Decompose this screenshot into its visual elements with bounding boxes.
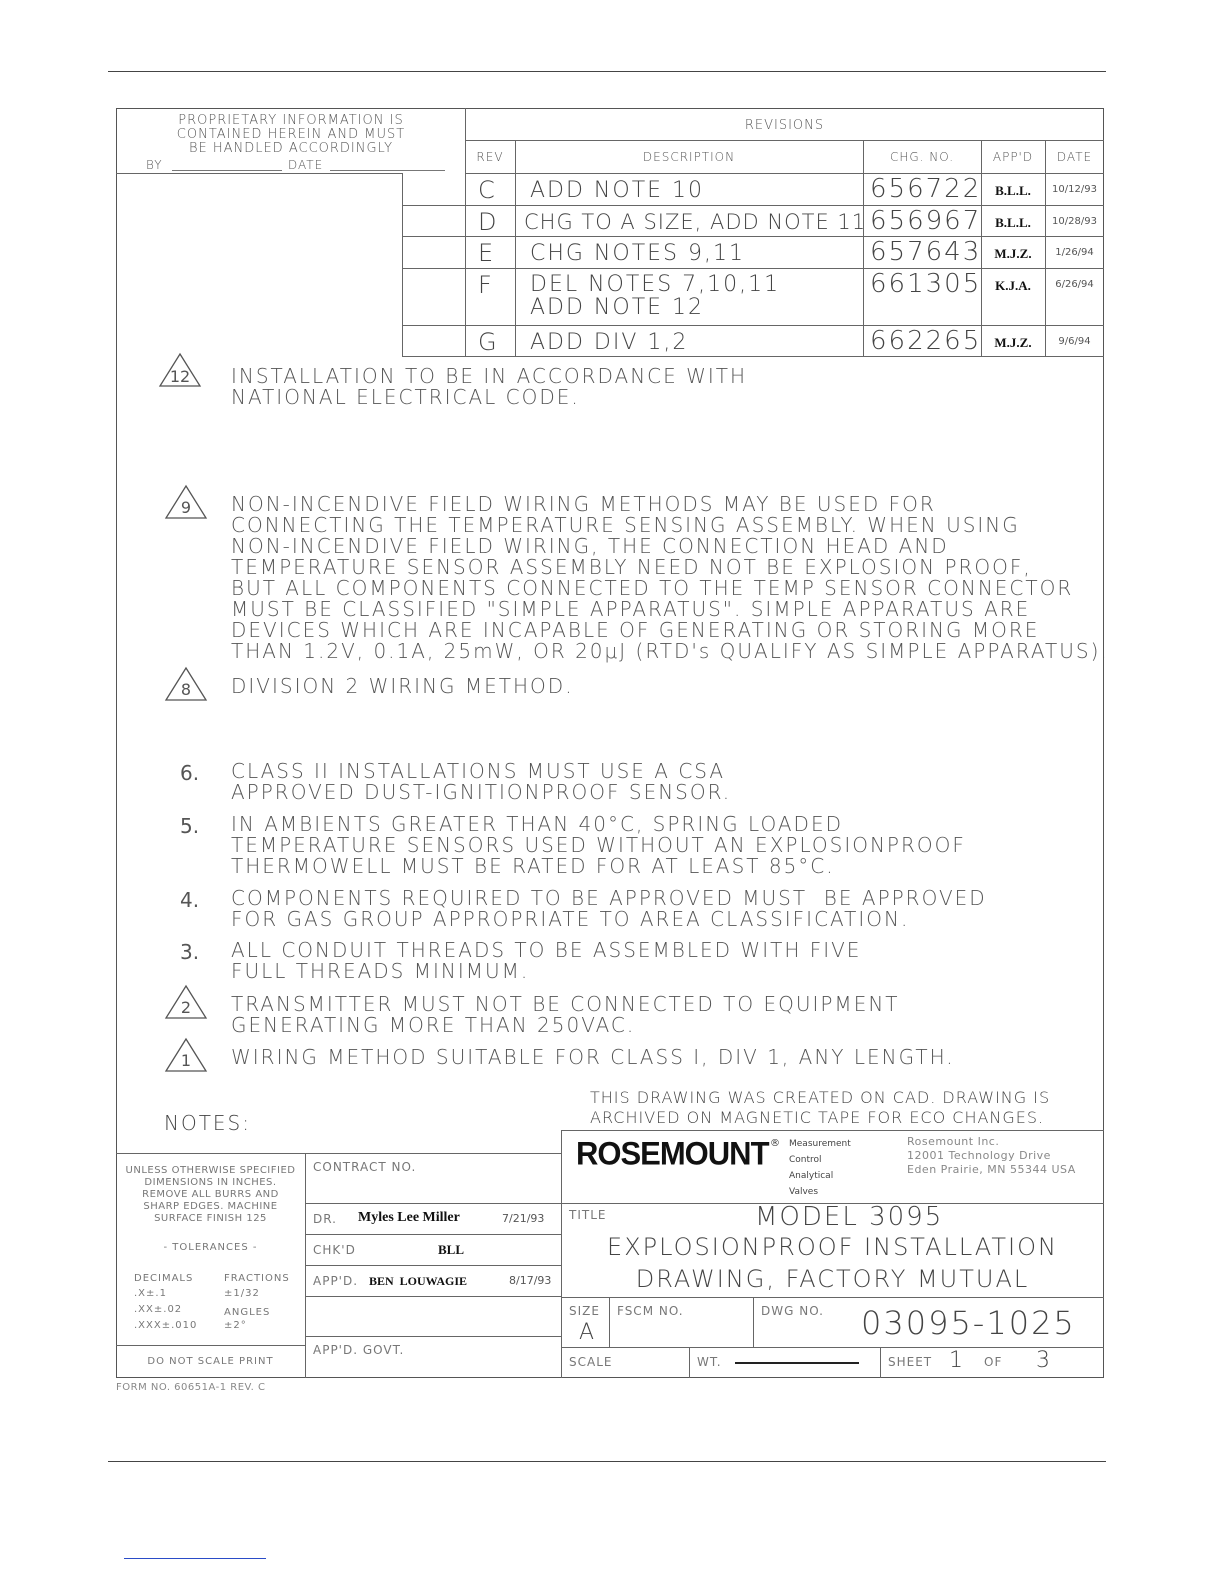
rev-header-description: DESCRIPTION bbox=[642, 150, 736, 164]
rev-row-e-chg: 657643 bbox=[870, 237, 982, 267]
unless-line-5: SURFACE FINISH 125 bbox=[154, 1213, 267, 1224]
tb-vline-size bbox=[609, 1297, 610, 1347]
bottom-rule bbox=[108, 1461, 1106, 1462]
notes-heading: NOTES: bbox=[164, 1111, 251, 1135]
appd-label: APP'D. bbox=[313, 1274, 359, 1288]
title-line-1: MODEL 3095 bbox=[755, 1202, 944, 1232]
revisions-table bbox=[465, 141, 1104, 174]
rev-row-line-2 bbox=[402, 236, 1104, 237]
title-line-3: DRAWING, FACTORY MUTUAL bbox=[635, 1265, 1030, 1293]
rev-row-f-rev: F bbox=[478, 271, 494, 299]
note-3-text: ALL CONDUIT THREADS TO BE ASSEMBLED WITH FIVE FULL THREADS MINIMUM. bbox=[231, 938, 862, 983]
rev-header-row bbox=[465, 141, 1104, 174]
tb-line-dnsp bbox=[116, 1345, 305, 1346]
proprietary-divider bbox=[116, 173, 402, 174]
dwg-label: DWG NO. bbox=[761, 1304, 824, 1318]
of-label: OF bbox=[984, 1355, 1003, 1369]
unless-line-1: UNLESS OTHERWISE SPECIFIED bbox=[125, 1165, 296, 1176]
rev-row-e-rev: E bbox=[478, 239, 496, 267]
rev-header-chg: CHG. NO. bbox=[889, 150, 955, 164]
do-not-scale-label: DO NOT SCALE PRINT bbox=[147, 1356, 274, 1367]
scale-label: SCALE bbox=[569, 1355, 613, 1369]
tolerance-notes bbox=[116, 1165, 305, 1225]
rev-row-line-3 bbox=[402, 268, 1104, 269]
note-9-text: NON-INCENDIVE FIELD WIRING METHODS MAY BE USED FOR CONNECTING THE TEMPERATURE SENSING ASSEMBLY. WHEN USING NON-INCENDIVE FIELD WIRING, THE CONNECTION HEAD AND TEMPERATURE SENSOR ASSEMBLY NEED NOT BE EXPLOSION PROOF, BUT ALL COMPONENTS CONNECTED TO THE TEMP SENSOR CONNECTOR MUST BE CLASSIFIED "SIMPLE APPARATUS". SIMPLE APPARATUS ARE DEVICES WHICH ARE INCAPABLE OF GENERATING OR STORING MORE THAN 1.2V, 0.1A, 25mW, OR 20μJ (RTD's QUALIFY AS SIMPLE APPARATUS). bbox=[231, 492, 1109, 663]
note-8-marker: 8 bbox=[180, 680, 192, 699]
tb-top-line-right bbox=[561, 1130, 1104, 1131]
tb-line-chk bbox=[305, 1265, 561, 1266]
rev-row-c-desc: ADD NOTE 10 bbox=[530, 178, 705, 203]
rev-row-line-4 bbox=[402, 325, 1104, 326]
proprietary-line-2: CONTAINED HEREIN AND MUST bbox=[176, 127, 406, 142]
tb-line-govt bbox=[305, 1336, 561, 1337]
division-valves: Valves bbox=[789, 1187, 819, 1197]
unless-line-4: SHARP EDGES. MACHINE bbox=[143, 1201, 278, 1212]
date-underline bbox=[330, 170, 445, 171]
division-control: Control bbox=[789, 1155, 822, 1165]
division-measurement: Measurement bbox=[789, 1139, 851, 1149]
unless-line-2: DIMENSIONS IN INCHES. bbox=[144, 1177, 277, 1188]
note-6-text: CLASS II INSTALLATIONS MUST USE A CSA APPROVED DUST-IGNITIONPROOF SENSOR. bbox=[231, 759, 732, 804]
title-label: TITLE bbox=[569, 1208, 607, 1222]
appd-govt-label: APP'D. GOVT. bbox=[313, 1343, 405, 1357]
note-12-marker: 12 bbox=[169, 367, 191, 386]
dr-date: 7/21/93 bbox=[502, 1212, 545, 1225]
company-street: 12001 Technology Drive bbox=[907, 1149, 1051, 1162]
proprietary-by-label: BY bbox=[146, 158, 163, 172]
rev-row-g-rev: G bbox=[478, 328, 499, 356]
rev-row-e-desc: CHG NOTES 9,11 bbox=[530, 241, 745, 266]
of-value: 3 bbox=[1036, 1348, 1052, 1373]
rev-row-g-chg: 662265 bbox=[870, 326, 982, 356]
rev-row-d-rev: D bbox=[478, 208, 499, 236]
chkd-label: CHK'D bbox=[313, 1243, 356, 1257]
note-3-marker: 3. bbox=[180, 940, 200, 964]
note-2-marker: 2 bbox=[180, 998, 192, 1017]
decimals-3: .XXX±.010 bbox=[134, 1320, 198, 1331]
rev-row-f-desc-1: DEL NOTES 7,10,11 bbox=[530, 272, 781, 297]
rev-row-f-chg: 661305 bbox=[870, 269, 982, 299]
rev-row-c-chg: 656722 bbox=[870, 174, 982, 204]
decimals-2: .XX±.02 bbox=[134, 1304, 183, 1315]
company-name: Rosemount Inc. bbox=[907, 1135, 1000, 1148]
rev-col-line-left bbox=[465, 141, 466, 356]
revisions-title: REVISIONS bbox=[744, 118, 825, 133]
proprietary-line-1: PROPRIETARY INFORMATION IS bbox=[178, 113, 404, 128]
tb-line-size bbox=[561, 1297, 1104, 1298]
revisions-title-box bbox=[465, 108, 1104, 141]
tb-top-line-left bbox=[116, 1153, 561, 1154]
rev-row-g-appd: M.J.Z. bbox=[994, 335, 1032, 350]
wt-label: WT. bbox=[697, 1355, 722, 1369]
contract-label: CONTRACT NO. bbox=[313, 1160, 417, 1174]
rev-row-f-desc-2: ADD NOTE 12 bbox=[530, 295, 705, 320]
cad-note-line-1: THIS DRAWING WAS CREATED ON CAD. DRAWING IS bbox=[590, 1088, 1051, 1107]
fractions-label: FRACTIONS bbox=[224, 1273, 290, 1284]
division-analytical: Analytical bbox=[789, 1171, 834, 1181]
decimals-1: .X±.1 bbox=[134, 1288, 167, 1299]
wt-underline bbox=[735, 1362, 859, 1364]
rev-header-appd: APP'D bbox=[992, 150, 1034, 164]
note-1-marker: 1 bbox=[180, 1051, 192, 1070]
rev-row-e-appd: M.J.Z. bbox=[994, 246, 1032, 261]
rev-row-line-5 bbox=[402, 356, 1104, 357]
tb-vline-wt bbox=[689, 1347, 690, 1378]
by-underline bbox=[172, 170, 282, 171]
note-4-marker: 4. bbox=[180, 888, 200, 912]
angles-label: ANGLES bbox=[224, 1307, 271, 1318]
dr-name: Myles Lee Miller bbox=[358, 1210, 460, 1225]
size-label: SIZE bbox=[569, 1304, 600, 1318]
decimals-label: DECIMALS bbox=[134, 1273, 194, 1284]
dwg-number: 03095-1025 bbox=[861, 1304, 1076, 1342]
rosemount-logo: ROSEMOUNT bbox=[576, 1135, 769, 1172]
angles-value: ±2° bbox=[224, 1320, 247, 1331]
proprietary-line-3: BE HANDLED ACCORDINGLY bbox=[188, 141, 394, 156]
tb-vline-fscm bbox=[753, 1297, 754, 1347]
form-number: FORM NO. 60651A-1 REV. C bbox=[116, 1382, 266, 1393]
rev-row-g-desc: ADD DIV 1,2 bbox=[530, 330, 689, 355]
company-city: Eden Prairie, MN 55344 USA bbox=[907, 1163, 1076, 1176]
sheet-value: 1 bbox=[949, 1348, 965, 1373]
tb-line-contract bbox=[305, 1203, 1104, 1204]
tb-line-dr bbox=[305, 1234, 561, 1235]
tb-line-appd bbox=[305, 1296, 561, 1297]
rev-row-c-appd: B.L.L. bbox=[995, 183, 1031, 198]
tb-line-scale bbox=[561, 1347, 1104, 1348]
company-address bbox=[907, 1135, 1076, 1177]
appd-name: BEN LOUWAGIE bbox=[369, 1274, 468, 1288]
rev-col-line-2 bbox=[863, 141, 864, 356]
rev-row-d-appd: B.L.L. bbox=[995, 215, 1031, 230]
rev-row-f-date: 6/26/94 bbox=[1055, 279, 1094, 290]
note-8-text: DIVISION 2 WIRING METHOD. bbox=[231, 674, 574, 698]
note-5-text: IN AMBIENTS GREATER THAN 40°C, SPRING LOADED TEMPERATURE SENSORS USED WITHOUT AN EXPLOSIONPROOF THERMOWELL MUST BE RATED FOR AT LEAST 85°C. bbox=[231, 812, 966, 878]
note-9-marker: 9 bbox=[180, 498, 192, 517]
cad-note-line-2: ARCHIVED ON MAGNETIC TAPE FOR ECO CHANGES. bbox=[590, 1108, 1045, 1127]
appd-date: 8/17/93 bbox=[509, 1274, 552, 1287]
rev-row-c-rev: C bbox=[478, 176, 497, 204]
rev-row-f-appd: K.J.A. bbox=[995, 278, 1031, 293]
division-list bbox=[789, 1136, 851, 1200]
size-value: A bbox=[579, 1320, 597, 1345]
rev-row-c-date: 10/12/93 bbox=[1052, 184, 1097, 195]
rev-row-g-date: 9/6/94 bbox=[1058, 336, 1091, 347]
tolerances-label: - TOLERANCES - bbox=[163, 1242, 258, 1253]
rev-row-e-date: 1/26/94 bbox=[1055, 247, 1094, 258]
rosemount-reg-mark: ® bbox=[770, 1138, 780, 1149]
tb-vline-sheet bbox=[880, 1347, 881, 1378]
rev-header-rev: REV bbox=[476, 150, 504, 164]
rev-col-line-1 bbox=[515, 141, 516, 356]
chkd-name: BLL bbox=[438, 1242, 465, 1257]
unless-line-3: REMOVE ALL BURRS AND bbox=[142, 1189, 279, 1200]
rev-col-line-outer bbox=[402, 173, 403, 356]
title-line-2: EXPLOSIONPROOF INSTALLATION bbox=[607, 1233, 1058, 1261]
note-2-text: TRANSMITTER MUST NOT BE CONNECTED TO EQUIPMENT GENERATING MORE THAN 250VAC. bbox=[231, 992, 900, 1037]
fractions-value: ±1/32 bbox=[224, 1288, 260, 1299]
proprietary-date-label: DATE bbox=[288, 158, 324, 172]
note-5-marker: 5. bbox=[180, 814, 200, 838]
footer-link-underline[interactable] bbox=[124, 1558, 266, 1559]
top-rule bbox=[108, 71, 1106, 72]
rev-row-d-desc: CHG TO A SIZE, ADD NOTE 11 bbox=[524, 210, 867, 234]
fscm-label: FSCM NO. bbox=[617, 1304, 684, 1318]
proprietary-block bbox=[116, 114, 466, 156]
rev-row-d-date: 10/28/93 bbox=[1052, 216, 1097, 227]
note-4-text: COMPONENTS REQUIRED TO BE APPROVED MUST BE APPROVED FOR GAS GROUP APPROPRIATE TO AREA CLASSIFICATION. bbox=[231, 886, 987, 931]
note-12-text: INSTALLATION TO BE IN ACCORDANCE WITH NATIONAL ELECTRICAL CODE. bbox=[231, 364, 748, 409]
rev-row-d-chg: 656967 bbox=[870, 206, 982, 236]
dr-label: DR. bbox=[313, 1212, 337, 1226]
rev-header-date: DATE bbox=[1056, 150, 1093, 164]
note-6-marker: 6. bbox=[180, 761, 200, 785]
rev-row-line-1 bbox=[402, 205, 1104, 206]
sheet-label: SHEET bbox=[888, 1355, 933, 1369]
note-1-text: WIRING METHOD SUITABLE FOR CLASS I, DIV 1, ANY LENGTH. bbox=[231, 1045, 955, 1069]
